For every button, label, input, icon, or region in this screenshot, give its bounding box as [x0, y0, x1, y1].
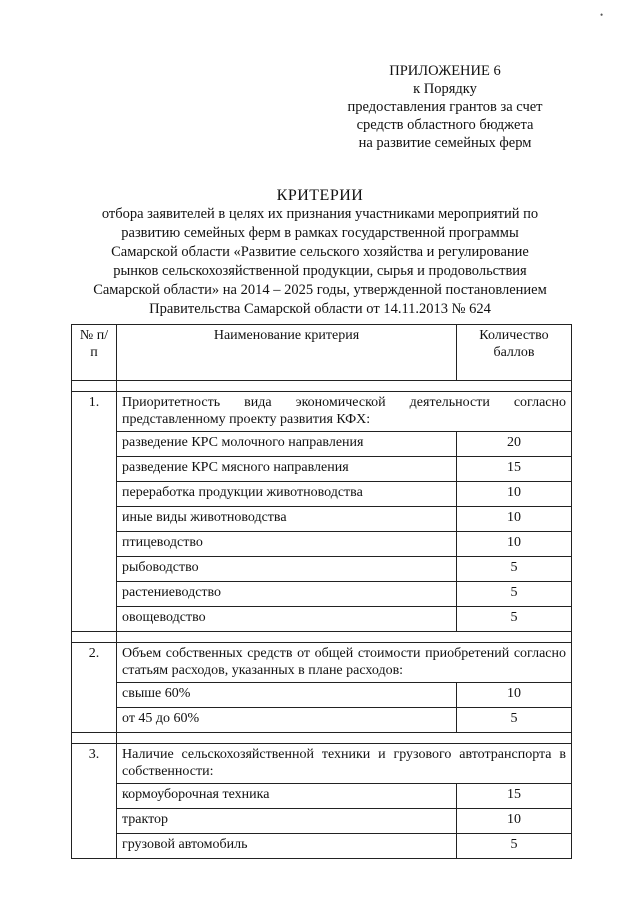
criterion-name: иные виды животноводства	[117, 507, 457, 532]
section-spacer	[72, 733, 572, 744]
criterion-name: кормоуборочная техника	[117, 784, 457, 809]
subtitle-line: Правительства Самарской области от 14.11.2013 № 624	[149, 301, 491, 317]
header-score: Количество баллов	[457, 325, 572, 381]
section-row	[72, 744, 572, 784]
subtitle-line: рынков сельскохозяйственной продукции, сырья и продовольствия	[113, 263, 527, 279]
table-row	[72, 784, 572, 809]
appendix-line: к Порядку	[413, 81, 477, 97]
table-row	[72, 507, 572, 532]
criterion-score: 5	[457, 582, 572, 607]
corner-mark: •	[600, 10, 604, 20]
criterion-name: трактор	[117, 809, 457, 834]
criterion-score: 15	[457, 784, 572, 809]
subtitle-line: Самарской области «Развитие сельского хозяйства и регулирование	[111, 244, 529, 260]
table-header-row	[72, 325, 572, 381]
section-spacer	[72, 632, 572, 643]
table-row	[72, 582, 572, 607]
appendix-line: предоставления грантов за счет	[347, 99, 543, 115]
table-row	[72, 432, 572, 457]
spacer-cell	[117, 733, 572, 744]
table-row	[72, 834, 572, 859]
table-row	[72, 607, 572, 632]
appendix-line: ПРИЛОЖЕНИЕ 6	[389, 63, 501, 79]
appendix-line: на развитие семейных ферм	[358, 135, 532, 151]
subtitle-line: отбора заявителей в целях их признания участниками мероприятий по	[101, 206, 539, 222]
criterion-score: 10	[457, 683, 572, 708]
criterion-score: 5	[457, 607, 572, 632]
table-row	[72, 683, 572, 708]
criterion-name: свыше 60%	[117, 683, 457, 708]
table-row	[72, 482, 572, 507]
subtitle-line: развитию семейных ферм в рамках государственной программы	[121, 225, 519, 241]
criterion-name: растениеводство	[117, 582, 457, 607]
appendix-line: средств областного бюджета	[356, 117, 534, 133]
section-row	[72, 392, 572, 432]
criterion-name: рыбоводство	[117, 557, 457, 582]
criterion-score: 10	[457, 507, 572, 532]
table-row	[72, 809, 572, 834]
criterion-name: овощеводство	[117, 607, 457, 632]
criterion-name: птицеводство	[117, 532, 457, 557]
criterion-name: грузовой автомобиль	[117, 834, 457, 859]
criterion-score: 20	[457, 432, 572, 457]
table-row	[72, 532, 572, 557]
section-number: 2.	[72, 643, 117, 733]
criterion-name: разведение КРС молочного направления	[117, 432, 457, 457]
subtitle-line: Самарской области» на 2014 – 2025 годы, утвержденной постановлением	[93, 282, 547, 298]
section-number: 3.	[72, 744, 117, 859]
table-row	[72, 708, 572, 733]
spacer-cell	[117, 381, 572, 392]
criterion-name: от 45 до 60%	[117, 708, 457, 733]
spacer-cell	[117, 632, 572, 643]
appendix-header	[330, 62, 560, 152]
section-title: Приоритетность вида экономической деятельности согласно представленному проекту развития КФХ:	[117, 392, 572, 432]
document-subtitle	[70, 205, 570, 319]
section-title: Объем собственных средств от общей стоимости приобретений согласно статьям расходов, указанных в плане расходов:	[117, 643, 572, 683]
criterion-score: 5	[457, 557, 572, 582]
criterion-name: переработка продукции животноводства	[117, 482, 457, 507]
table-row	[72, 457, 572, 482]
criterion-score: 15	[457, 457, 572, 482]
header-name: Наименование критерия	[117, 325, 457, 381]
section-spacer	[72, 381, 572, 392]
spacer-cell	[72, 381, 117, 392]
criterion-score: 10	[457, 532, 572, 557]
section-row	[72, 643, 572, 683]
criterion-score: 10	[457, 809, 572, 834]
section-title: Наличие сельскохозяйственной техники и грузового автотранспорта в собственности:	[117, 744, 572, 784]
criterion-score: 5	[457, 834, 572, 859]
spacer-cell	[72, 733, 117, 744]
criterion-score: 10	[457, 482, 572, 507]
spacer-cell	[72, 632, 117, 643]
table-row	[72, 557, 572, 582]
criterion-name: разведение КРС мясного направления	[117, 457, 457, 482]
criteria-table	[71, 324, 572, 859]
section-number: 1.	[72, 392, 117, 632]
header-num: № п/п	[72, 325, 117, 381]
document-title: КРИТЕРИИ	[276, 187, 364, 204]
criterion-score: 5	[457, 708, 572, 733]
